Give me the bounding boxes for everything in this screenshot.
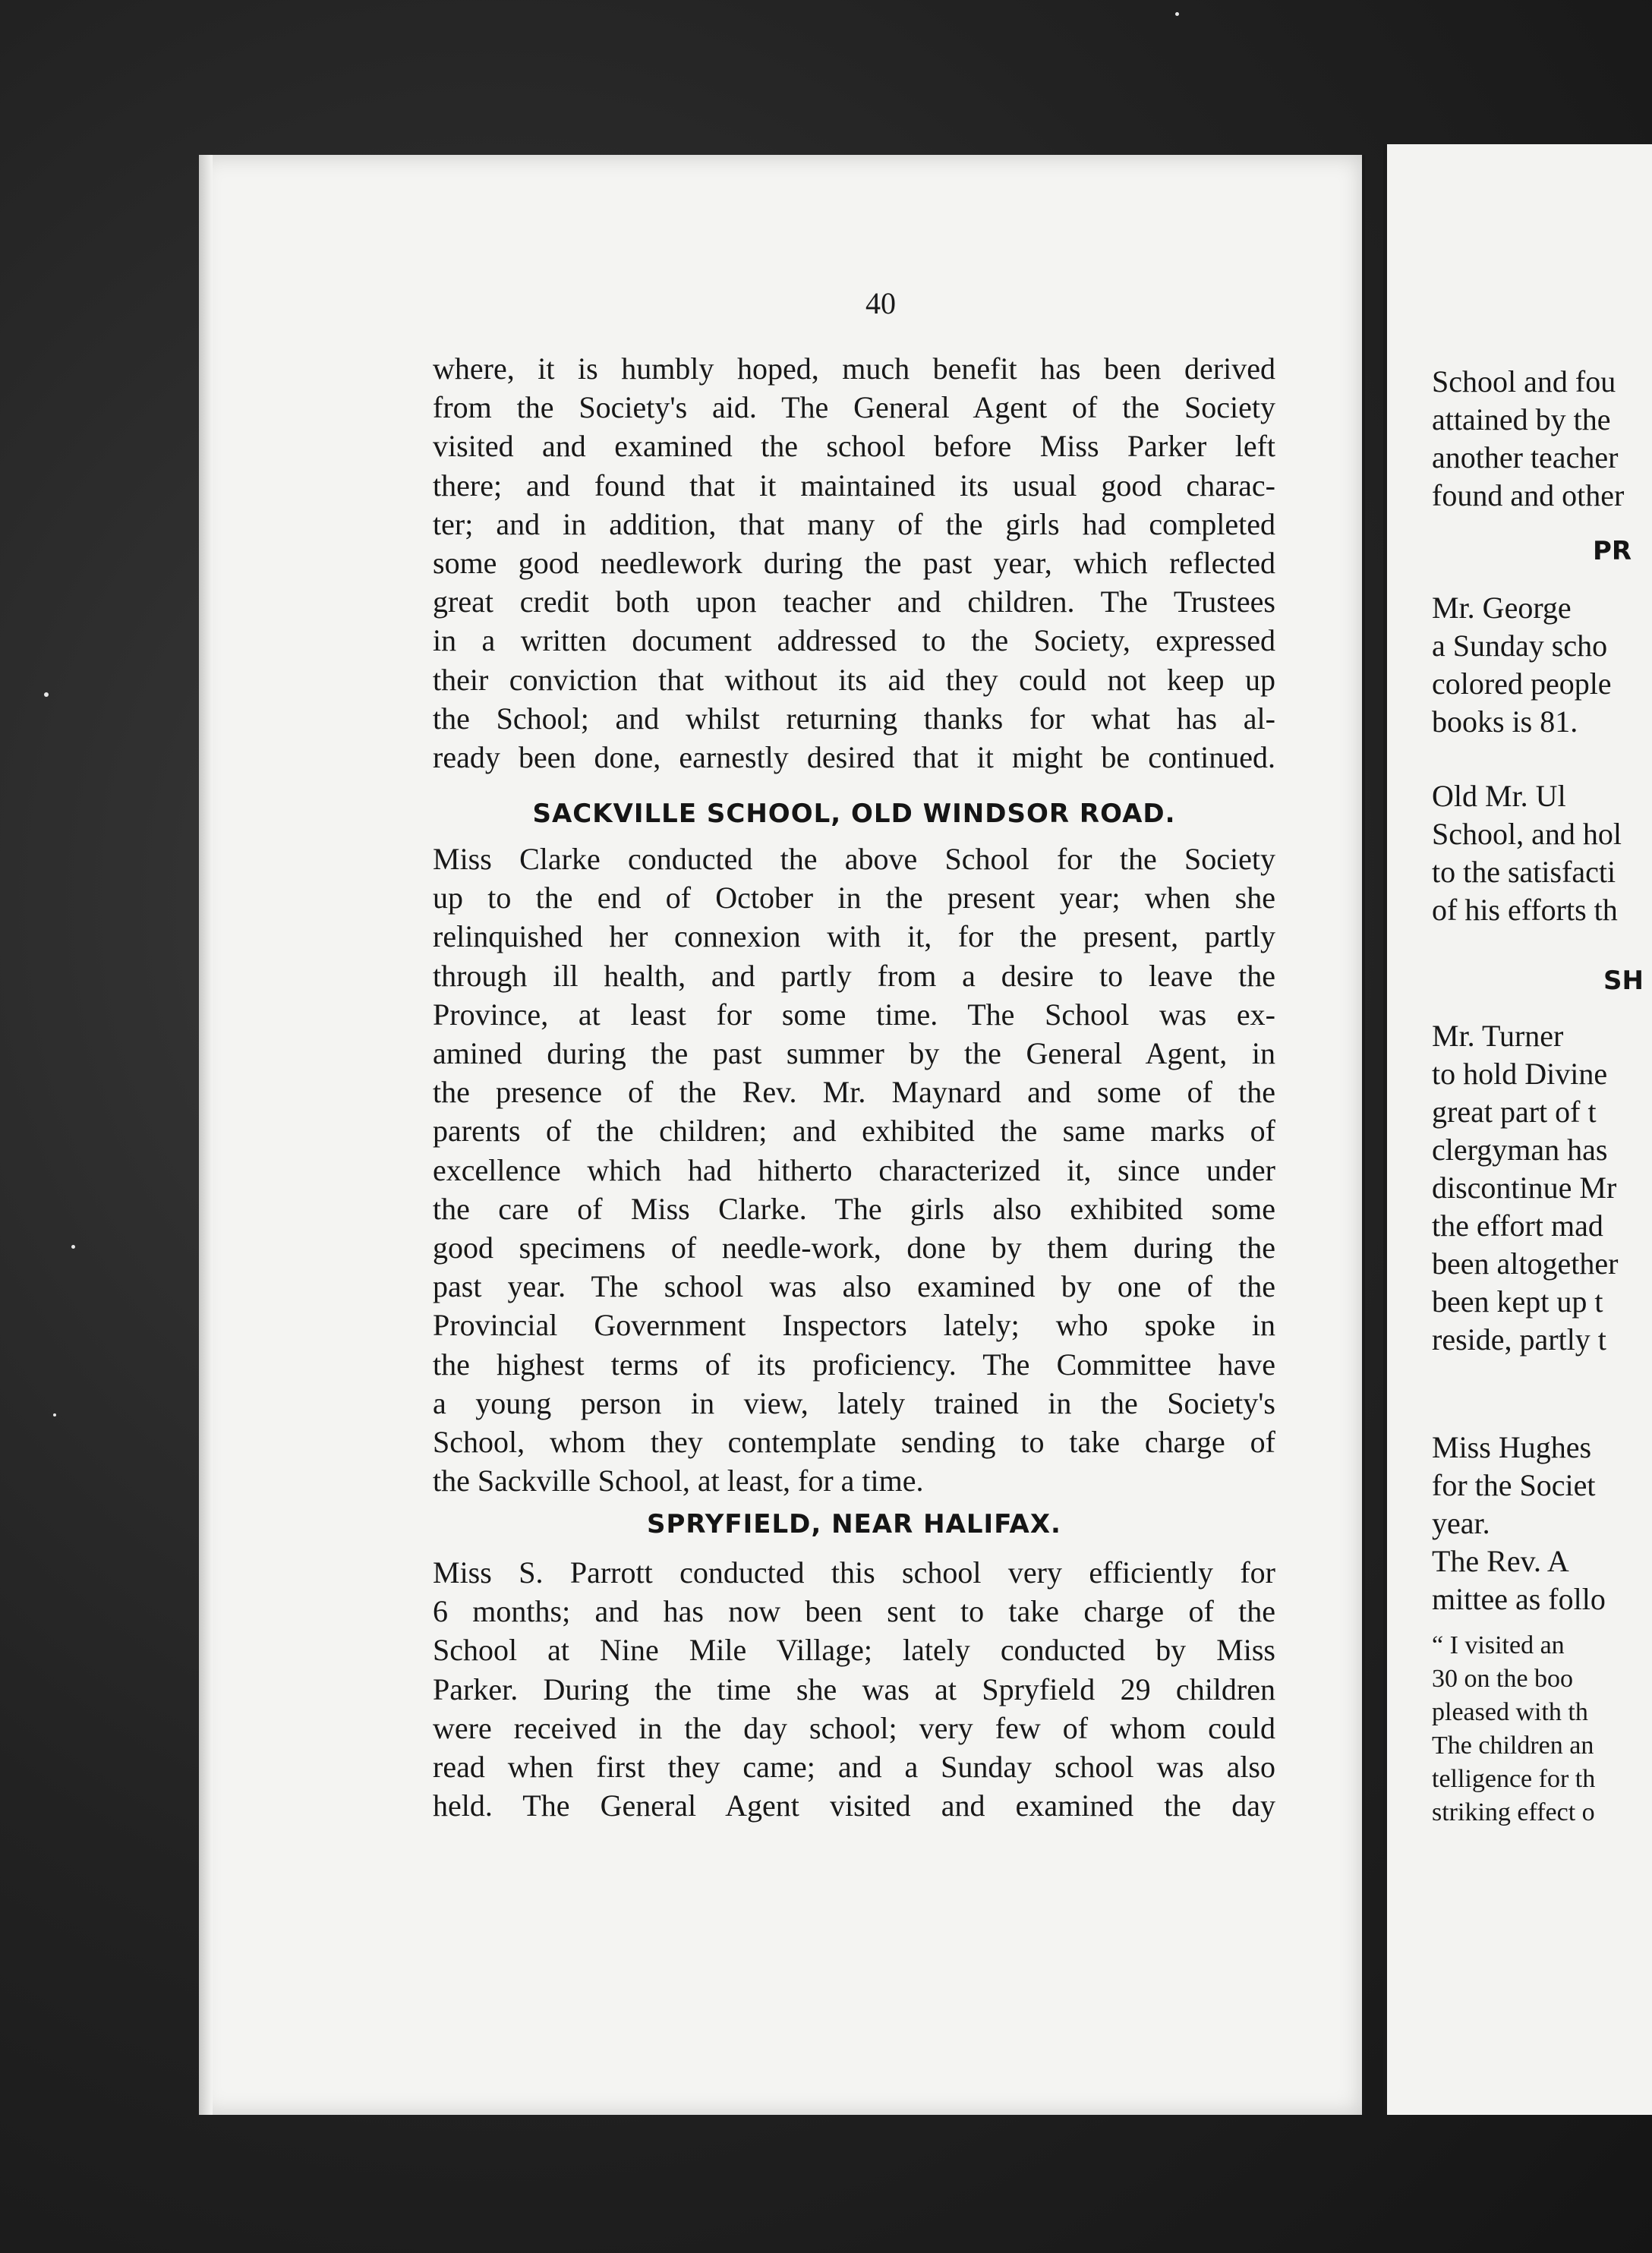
right-section-heading: PR: [1593, 536, 1632, 566]
text-line: great credit both upon teacher and children. The Trustees: [433, 585, 1275, 619]
text-line: striking effect o: [1432, 1798, 1595, 1826]
text-line: through ill health, and partly from a desire to leave the: [433, 958, 1275, 993]
text-line: read when first they came; and a Sunday school was also: [433, 1750, 1275, 1785]
text-line: amined during the past summer by the General Agent, in: [433, 1036, 1275, 1071]
right-text-block: [1432, 1017, 1652, 1359]
text-line: there; and found that it maintained its usual good charac-: [433, 468, 1275, 503]
paragraph-intro: [433, 349, 1275, 777]
text-line: where, it is humbly hoped, much benefit has been derived: [433, 351, 1275, 386]
text-line: year.: [1432, 1506, 1490, 1540]
text-line: Mr. George: [1432, 591, 1572, 625]
text-line: held. The General Agent visited and examined the day: [433, 1788, 1275, 1823]
paragraph-spryfield: [433, 1553, 1275, 1825]
text-line: the presence of the Rev. Mr. Maynard and some of the: [433, 1075, 1275, 1110]
text-line: School, whom they contemplate sending to take charge of: [433, 1425, 1275, 1460]
right-quote-block: [1432, 1629, 1652, 1829]
dust-speck: [53, 1413, 56, 1416]
text-line: some good needlework during the past year, which reflected: [433, 546, 1275, 581]
text-line: the Sackville School, at least, for a time.: [433, 1464, 924, 1498]
right-text-block: [1432, 363, 1652, 515]
text-line: School at Nine Mile Village; lately conducted by Miss: [433, 1633, 1275, 1668]
text-line: were received in the day school; very few of whom could: [433, 1710, 1275, 1745]
text-line: pleased with th: [1432, 1698, 1588, 1726]
text-line: ter; and in addition, that many of the girls had completed: [433, 506, 1275, 541]
text-line: past year. The school was also examined by one of the: [433, 1269, 1275, 1304]
text-line: great part of t: [1432, 1095, 1597, 1129]
text-line: up to the end of October in the present year; when she: [433, 881, 1275, 915]
text-line: Old Mr. Ul: [1432, 779, 1566, 813]
text-line: attained by the: [1432, 402, 1611, 436]
text-line: Miss Hughes: [1432, 1430, 1592, 1464]
page-number: 40: [865, 286, 896, 320]
text-line: clergyman has: [1432, 1133, 1608, 1167]
right-text-block: [1432, 777, 1652, 929]
text-line: reside, partly t: [1432, 1322, 1606, 1357]
text-line: telligence for th: [1432, 1765, 1596, 1793]
text-line: another teacher: [1432, 440, 1619, 474]
text-line: colored people: [1432, 666, 1612, 701]
text-line: been altogether: [1432, 1246, 1619, 1281]
text-line: the care of Miss Clarke. The girls also exhibited some: [433, 1191, 1275, 1226]
dust-speck: [71, 1245, 75, 1249]
text-line: relinquished her connexion with it, for the present, partly: [433, 919, 1275, 954]
text-line: mittee as follo: [1432, 1582, 1606, 1616]
text-line: been kept up t: [1432, 1284, 1603, 1319]
text-line: 6 months; and has now been sent to take charge of the: [433, 1594, 1275, 1629]
text-line: discontinue Mr: [1432, 1171, 1617, 1205]
paragraph-sackville: [433, 840, 1275, 1500]
section-heading-sackville: SACKVILLE SCHOOL, OLD WINDSOR ROAD.: [532, 799, 1176, 829]
text-line: “ I visited an: [1432, 1631, 1565, 1659]
text-line: parents of the children; and exhibited the same marks of: [433, 1114, 1275, 1149]
text-line: to hold Divine: [1432, 1057, 1608, 1091]
right-section-heading: SH: [1603, 966, 1644, 996]
text-line: the effort mad: [1432, 1208, 1603, 1243]
text-line: Mr. Turner: [1432, 1019, 1564, 1053]
text-line: a Sunday scho: [1432, 629, 1608, 663]
text-line: School, and hol: [1432, 817, 1622, 851]
text-line: excellence which had hitherto characterized it, since under: [433, 1152, 1275, 1187]
text-line: for the Societ: [1432, 1468, 1596, 1502]
text-line: The children an: [1432, 1732, 1594, 1760]
right-text-block: [1432, 589, 1652, 741]
dust-speck: [44, 692, 49, 697]
dust-speck: [1175, 12, 1179, 16]
text-line: from the Society's aid. The General Agent of the Society: [433, 390, 1275, 425]
text-line: ready been done, earnestly desired that it might be continued.: [433, 740, 1275, 775]
text-line: Province, at least for some time. The School was ex-: [433, 997, 1275, 1032]
text-line: a young person in view, lately trained in the Society's: [433, 1385, 1275, 1420]
text-line: Miss S. Parrott conducted this school very efficiently for: [433, 1555, 1275, 1590]
text-line: found and other: [1432, 478, 1625, 512]
text-line: the School; and whilst returning thanks for what has al-: [433, 701, 1275, 736]
text-line: to the satisfacti: [1432, 855, 1616, 889]
text-line: Parker. During the time she was at Spryfield 29 children: [433, 1672, 1275, 1706]
text-line: 30 on the boo: [1432, 1665, 1574, 1693]
text-line: The Rev. A: [1432, 1544, 1569, 1578]
text-line: Miss Clarke conducted the above School for the Society: [433, 842, 1275, 876]
text-line: their conviction that without its aid they could not keep up: [433, 662, 1275, 697]
text-line: School and fou: [1432, 364, 1616, 399]
text-line: Provincial Government Inspectors lately; who spoke in: [433, 1308, 1275, 1343]
right-text-block: [1432, 1429, 1652, 1618]
text-line: books is 81.: [1432, 704, 1578, 739]
text-line: of his efforts th: [1432, 893, 1618, 927]
text-line: the highest terms of its proficiency. The Committee have: [433, 1347, 1275, 1382]
section-heading-spryfield: SPRYFIELD, NEAR HALIFAX.: [647, 1509, 1061, 1539]
text-line: good specimens of needle-work, done by them during the: [433, 1230, 1275, 1265]
text-line: in a written document addressed to the Society, expressed: [433, 623, 1275, 658]
text-line: visited and examined the school before Miss Parker left: [433, 429, 1275, 464]
